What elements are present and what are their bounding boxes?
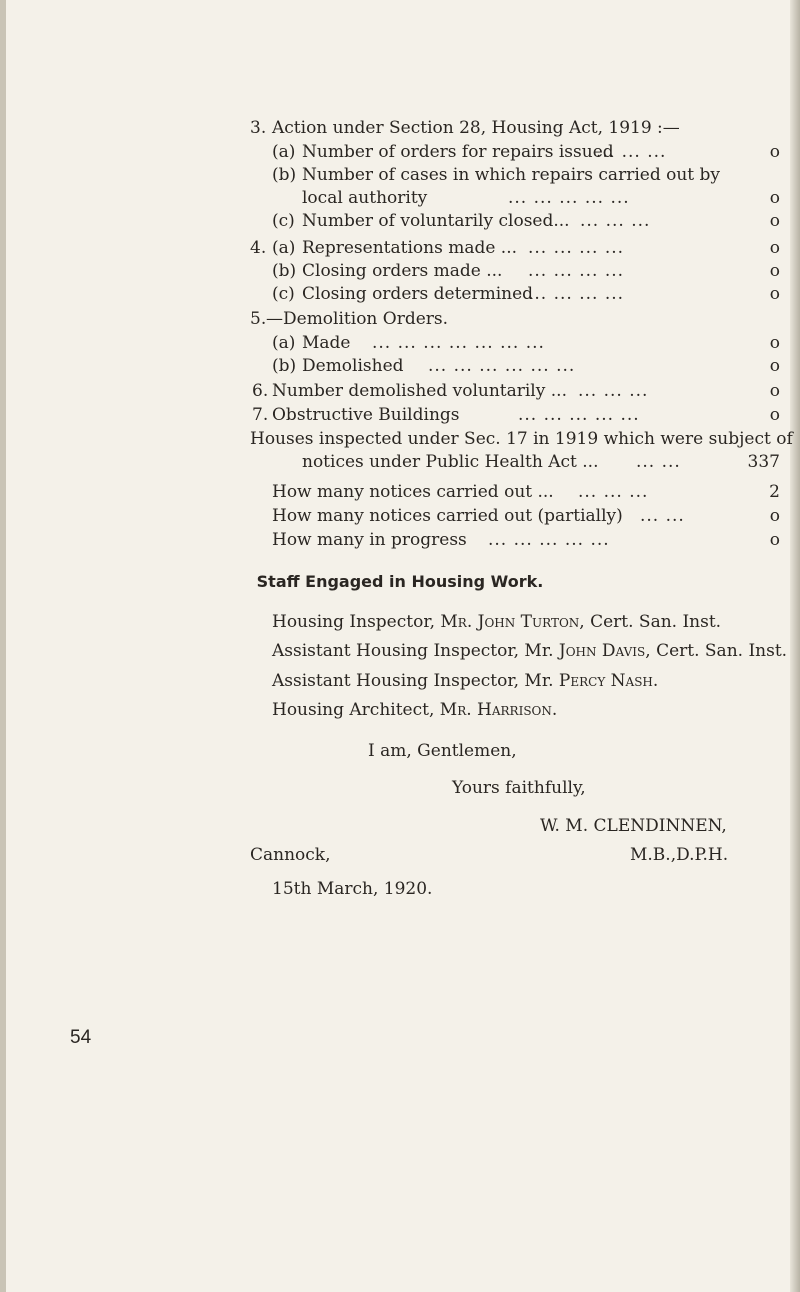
- leader-dots: ... ... ... ... ...: [518, 405, 640, 425]
- inspection-value: 337: [747, 452, 780, 472]
- item-5b: [0, 355, 800, 377]
- notice-value: o: [769, 530, 780, 550]
- item-label: local authority: [302, 188, 428, 208]
- staff-role: Housing Architect,: [272, 700, 440, 720]
- item-label: Action under Section 28, Housing Act, 1919 :—: [272, 118, 680, 138]
- item-value: o: [769, 284, 780, 304]
- item-4b: [0, 260, 800, 282]
- inspection-line-2: [0, 451, 800, 473]
- notices-carried-out: [0, 481, 800, 503]
- item-label: Number demolished voluntarily ...: [272, 381, 567, 401]
- leader-dots: ... ... ... ... ...: [488, 530, 610, 550]
- page-number: 54: [70, 1027, 92, 1048]
- leader-dots: ... ... ... ... ...: [508, 188, 630, 208]
- item-4a: [0, 237, 800, 259]
- qualifications: M.B.,D.P.H.: [630, 845, 729, 865]
- staff-name: Percy Nash: [558, 671, 653, 691]
- notices-partially: [0, 505, 800, 527]
- item-5-heading: [0, 308, 800, 330]
- item-label: Number of voluntarily closed...: [302, 211, 570, 231]
- staff-line: [272, 670, 658, 692]
- item-sub: (b): [272, 356, 297, 376]
- staff-role: Assistant Housing Inspector, Mr.: [272, 671, 559, 691]
- letter-date: 15th March, 1920.: [272, 879, 433, 899]
- item-label: Number of cases in which repairs carried out by: [302, 165, 721, 185]
- staff-heading: Staff Engaged in Housing Work.: [256, 572, 544, 591]
- item-value: o: [769, 211, 780, 231]
- salutation: I am, Gentlemen,: [368, 741, 517, 761]
- leader-dots: ... ... ...: [580, 211, 651, 231]
- item-7: [0, 404, 800, 426]
- item-label: Closing orders made ...: [302, 261, 503, 281]
- leader-dots: ... ...: [640, 506, 685, 526]
- item-4c: [0, 283, 800, 305]
- notice-label: How many notices carried out (partially): [272, 506, 623, 526]
- staff-qualification: , Cert. San. Inst.: [645, 641, 788, 661]
- item-3a: [0, 141, 800, 163]
- item-label: Representations made ...: [302, 238, 518, 258]
- item-sub: (c): [272, 211, 295, 231]
- leader-dots: ... ... ... ...: [528, 261, 625, 281]
- item-label: Closing orders determined: [302, 284, 534, 304]
- item-value: o: [769, 405, 780, 425]
- item-value: o: [769, 261, 780, 281]
- item-value: o: [769, 188, 780, 208]
- notice-label: How many in progress: [272, 530, 467, 550]
- leader-dots: ... ... ...: [578, 482, 649, 502]
- item-value: o: [769, 356, 780, 376]
- staff-line: [272, 640, 787, 662]
- place: Cannock,: [250, 845, 331, 865]
- item-3-heading: [0, 117, 800, 139]
- item-number: 6.: [252, 381, 269, 401]
- leader-dots: ... ... ...: [596, 142, 667, 162]
- inspection-label: notices under Public Health Act ...: [302, 452, 599, 472]
- signatory: W. M. CLENDINNEN,: [540, 816, 727, 836]
- item-sub: (b): [272, 261, 297, 281]
- leader-dots: ... ... ...: [578, 381, 649, 401]
- notice-value: o: [769, 506, 780, 526]
- item-sub: (c): [272, 284, 295, 304]
- staff-name: Mr. Harrison: [439, 700, 552, 720]
- item-value: o: [769, 238, 780, 258]
- staff-name: Mr. John Turton: [440, 612, 580, 632]
- staff-qualification: .: [652, 671, 659, 691]
- item-sub: (a): [272, 238, 296, 258]
- notice-label: How many notices carried out ...: [272, 482, 554, 502]
- item-number: 5.: [250, 309, 267, 329]
- item-label: —Demolition Orders.: [266, 309, 449, 329]
- leader-dots: ... ... ... ... ... ... ...: [372, 333, 545, 353]
- item-number: 4.: [250, 238, 267, 258]
- item-sub: (b): [272, 165, 297, 185]
- item-label: Number of orders for repairs issued: [302, 142, 614, 162]
- staff-qualification: , Cert. San. Inst.: [579, 612, 722, 632]
- item-value: o: [769, 381, 780, 401]
- item-3c: [0, 210, 800, 232]
- item-label: Obstructive Buildings: [272, 405, 460, 425]
- leader-dots: ... ...: [636, 452, 681, 472]
- leader-dots: ... ... ... ... ... ...: [428, 356, 576, 376]
- staff-role: Housing Inspector,: [272, 612, 441, 632]
- item-sub: (a): [272, 142, 296, 162]
- inspection-line-1: Houses inspected under Sec. 17 in 1919 which were subject of: [250, 429, 793, 449]
- staff-line: [272, 699, 557, 721]
- staff-role: Assistant Housing Inspector, Mr.: [272, 641, 559, 661]
- item-5a: [0, 332, 800, 354]
- item-label: Demolished: [302, 356, 404, 376]
- valediction: Yours faithfully,: [452, 778, 586, 798]
- item-sub: (a): [272, 333, 296, 353]
- item-6: [0, 380, 800, 402]
- notices-in-progress: [0, 529, 800, 551]
- notice-value: 2: [769, 482, 780, 502]
- leader-dots: ... ... ... ...: [528, 284, 625, 304]
- staff-line: [272, 611, 721, 633]
- item-number: 3.: [250, 118, 267, 138]
- item-value: o: [769, 333, 780, 353]
- staff-qualification: .: [551, 700, 558, 720]
- item-3b: [0, 164, 800, 186]
- staff-name: John Davis: [558, 641, 646, 661]
- item-3b-cont: [0, 187, 800, 209]
- leader-dots: ... ... ... ...: [528, 238, 625, 258]
- item-number: 7.: [252, 405, 269, 425]
- item-value: o: [769, 142, 780, 162]
- item-label: Made: [302, 333, 351, 353]
